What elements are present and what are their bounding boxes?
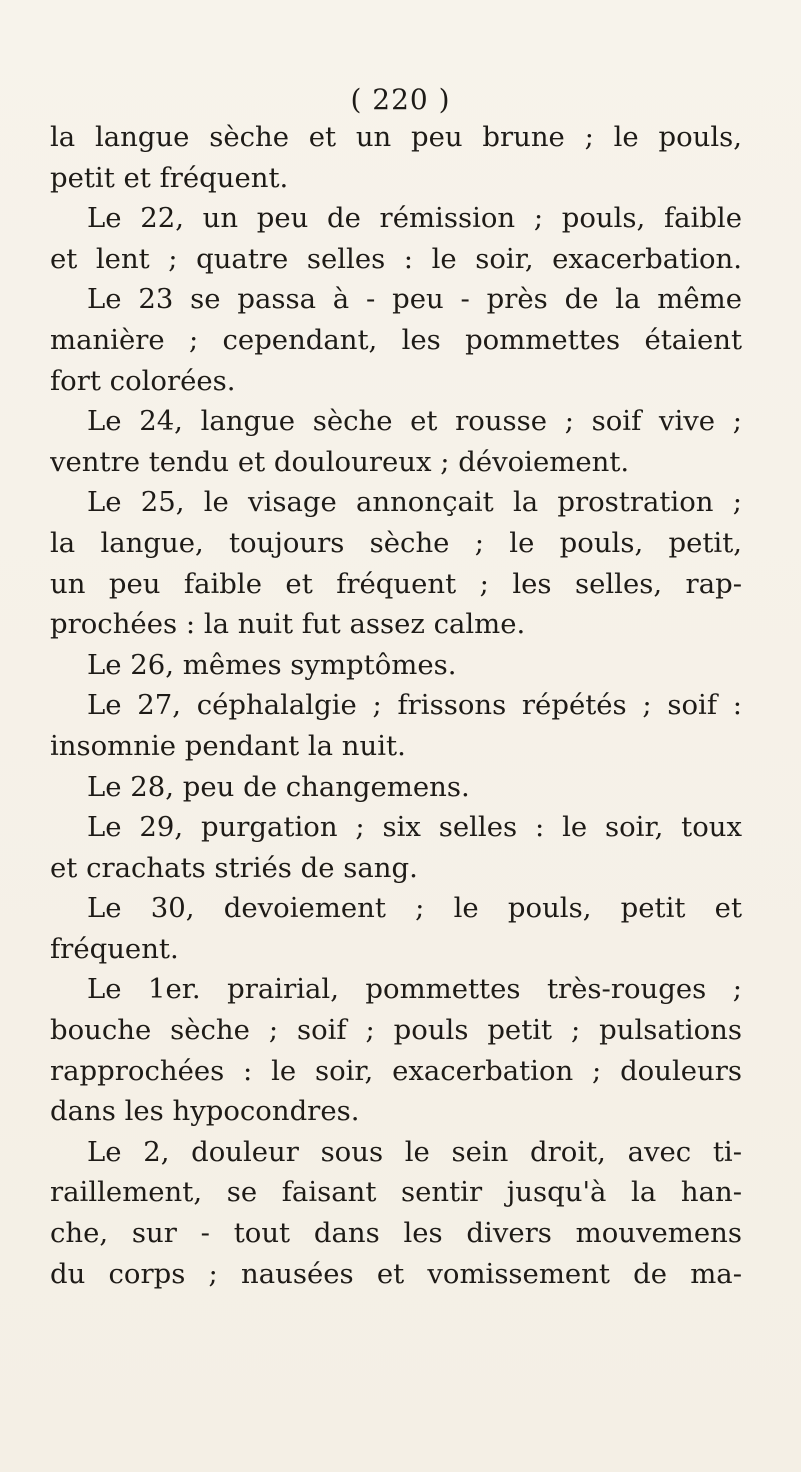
text-line: Le 30, devoiement ; le pouls, petit et <box>87 892 742 925</box>
text-line: bouche sèche ; soif ; pouls petit ; pulsations <box>50 1014 742 1047</box>
text-line: Le 2, douleur sous le sein droit, avec ti- <box>87 1135 742 1168</box>
text-line: raillement, se faisant sentir jusqu'à la han- <box>50 1176 742 1209</box>
body-text <box>50 117 742 1294</box>
text-line: du corps ; nausées et vomissement de ma- <box>50 1257 742 1290</box>
text-line: Le 29, purgation ; six selles : le soir, toux <box>87 811 742 844</box>
text-line: et crachats striés de sang. <box>50 851 418 884</box>
text-line: fort colorées. <box>50 364 236 397</box>
text-line: fréquent. <box>50 932 179 965</box>
text-line: la langue sèche et un peu brune ; le pouls, <box>50 121 742 153</box>
text-line: Le 26, mêmes symptômes. <box>87 648 457 681</box>
text-line: un peu faible et fréquent ; les selles, rap- <box>50 567 742 600</box>
text-line: manière ; cependant, les pommettes étaient <box>50 323 742 356</box>
text-line: Le 1er. prairial, pommettes très-rouges ; <box>87 973 742 1006</box>
text-line: Le 27, céphalalgie ; frissons répétés ; soif : <box>87 689 742 722</box>
text-line: rapprochées : le soir, exacerbation ; douleurs <box>50 1054 742 1087</box>
text-line: et lent ; quatre selles : le soir, exacerbation. <box>50 242 742 275</box>
text-line: Le 25, le visage annonçait la prostration ; <box>87 486 742 519</box>
page-number: ( 220 ) <box>350 83 451 116</box>
text-line: la langue, toujours sèche ; le pouls, petit, <box>50 526 742 559</box>
text-line: Le 28, peu de changemens. <box>87 770 470 803</box>
text-line: petit et fréquent. <box>50 161 289 194</box>
text-line: ventre tendu et douloureux ; dévoiement. <box>50 445 630 478</box>
text-line: insomnie pendant la nuit. <box>50 729 406 762</box>
text-line: Le 23 se passa à - peu - près de la même <box>87 283 742 316</box>
text-line: Le 24, langue sèche et rousse ; soif vive ; <box>87 405 742 438</box>
text-line: dans les hypocondres. <box>50 1095 360 1128</box>
text-line: che, sur - tout dans les divers mouvemens <box>50 1217 742 1250</box>
text-line: prochées : la nuit fut assez calme. <box>50 608 526 641</box>
text-line: Le 22, un peu de rémission ; pouls, faible <box>87 202 742 235</box>
